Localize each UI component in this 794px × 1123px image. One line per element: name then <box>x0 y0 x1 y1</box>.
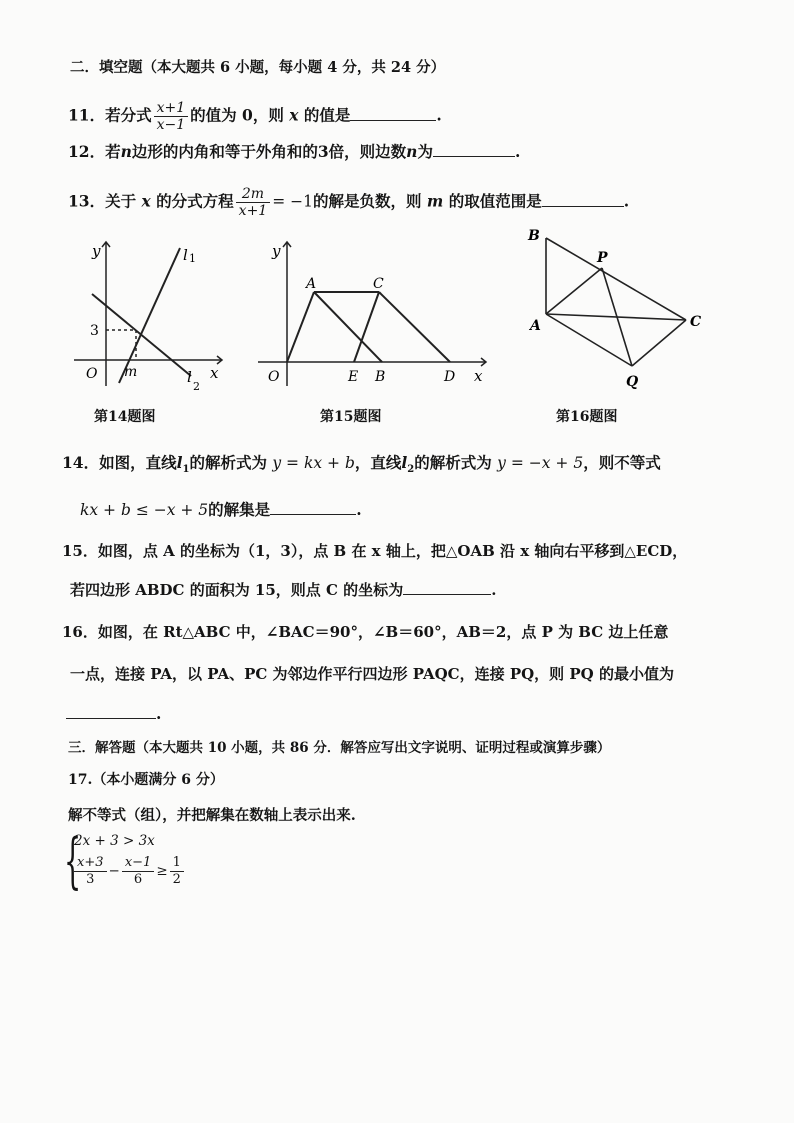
segment-ab <box>314 292 382 362</box>
fraction <box>170 855 184 888</box>
line-l1 <box>119 248 180 383</box>
subscript: 1 <box>182 464 190 476</box>
question-text: 若分式 <box>105 105 152 125</box>
figure-14 <box>70 236 230 396</box>
fraction-denominator: x+1 <box>236 202 271 219</box>
question-text: 边形的内角和等于外角和的3倍，则边数 <box>131 142 407 161</box>
label-a: A <box>306 276 317 292</box>
period: . <box>436 105 442 125</box>
section-2-header: 二．填空题（本大题共 6 小题，每小题 4 分，共 24 分） <box>70 59 446 76</box>
answer-blank[interactable] <box>270 500 356 515</box>
period: . <box>623 191 630 211</box>
question-text: 如图，在 Rt△ABC 中，∠BAC＝90°，∠B＝60°，AB＝2，点 P 为 BC 边上任意 <box>97 623 669 641</box>
label-a: A <box>530 318 541 334</box>
label-o: O <box>86 366 98 382</box>
inequality-2 <box>72 855 186 888</box>
question-text: 的解集是 <box>208 500 271 519</box>
segment-ap <box>546 268 602 314</box>
label-three: 3 <box>90 323 99 339</box>
section-3-header: 三．解答题（本大题共 10 小题，共 86 分．解答应写出文字说明、证明过程或演算步骤） <box>68 740 611 756</box>
segment-bc <box>546 238 686 320</box>
label-c: C <box>690 314 702 330</box>
question-13 <box>68 186 629 219</box>
label-q: Q <box>626 374 639 390</box>
question-14-line-2 <box>80 500 362 520</box>
label-y: y <box>272 242 281 260</box>
expression: y = −x + 5 <box>497 454 584 472</box>
question-text: 如图，点 A 的坐标为（1，3），点 B 在 x 轴上，把△OAB 沿 x 轴向右平移到△ECD， <box>97 542 688 560</box>
label-b: B <box>528 228 540 244</box>
question-text: 的解析式为 <box>414 453 492 472</box>
figure-14-caption: 第14题图 <box>94 409 156 425</box>
variable: m <box>426 191 444 211</box>
period: . <box>491 581 497 599</box>
fraction-denominator: 2 <box>170 871 184 888</box>
question-text: 为 <box>417 142 433 161</box>
label-m: m <box>124 364 138 380</box>
segment-cq <box>632 320 686 366</box>
fraction-numerator: 1 <box>172 855 181 870</box>
minus-sign: − <box>108 863 120 879</box>
question-17-instruction: 解不等式（组），并把解集在数轴上表示出来. <box>68 807 356 824</box>
question-text: 的解析式为 <box>189 453 267 472</box>
question-number: 12． <box>68 142 106 161</box>
variable: x <box>141 191 151 211</box>
question-text: 一点，连接 PA，以 PA、PC 为邻边作平行四边形 PAQC，连接 PQ，则 PQ 的最小值为 <box>70 665 674 683</box>
period: . <box>514 142 521 161</box>
left-brace: { <box>64 826 82 896</box>
variable: l <box>401 453 408 472</box>
question-15-line-2 <box>70 580 496 600</box>
period: . <box>156 704 162 723</box>
answer-blank[interactable] <box>542 192 624 207</box>
question-text: ，直线 <box>354 453 402 472</box>
question-14-line-1 <box>62 453 661 480</box>
subscript: 2 <box>407 464 415 476</box>
line-l2 <box>92 294 191 376</box>
label-x: x <box>210 364 219 382</box>
fraction <box>236 186 271 219</box>
question-text: 若四边形 ABDC 的面积为 15，则点 C 的坐标为 <box>70 581 404 599</box>
label-p: P <box>597 250 608 266</box>
expression: y = kx + b <box>272 454 355 472</box>
segment-cd <box>379 292 450 362</box>
question-12 <box>68 142 520 162</box>
question-16-line-2 <box>70 664 674 684</box>
question-text: 关于 <box>105 191 137 211</box>
question-text: 的值为 0，则 <box>190 105 284 125</box>
question-number: 13． <box>68 191 106 211</box>
question-11 <box>68 100 442 133</box>
expression: kx + b ≤ −x + 5 <box>80 501 209 519</box>
question-16-line-1 <box>62 622 668 642</box>
fraction-denominator: 3 <box>74 871 107 888</box>
label-x: x <box>474 367 483 385</box>
answer-blank[interactable] <box>66 704 156 719</box>
question-number: 11． <box>68 105 106 125</box>
question-text: 如图，直线 <box>99 453 177 472</box>
question-text: 若 <box>105 142 121 161</box>
fraction-numerator: x+3 <box>77 855 104 870</box>
period: . <box>356 500 362 519</box>
question-15-line-1 <box>62 541 687 561</box>
equation-rhs: = −1 <box>272 192 313 211</box>
fraction-numerator: 2m <box>241 186 265 202</box>
fraction-denominator: x−1 <box>154 116 189 133</box>
question-text: ，则不等式 <box>583 453 661 472</box>
question-17-title: 17.（本小题满分 6 分） <box>68 772 224 788</box>
figure-16 <box>522 222 722 398</box>
segment-oa <box>287 292 314 362</box>
fraction <box>74 855 107 888</box>
question-text: 的值是 <box>303 105 351 125</box>
inequality-1: 2x + 3 > 3x <box>74 833 155 849</box>
fraction <box>154 100 189 133</box>
question-text: 的解是负数，则 <box>312 191 422 211</box>
question-number: 16． <box>62 623 98 641</box>
answer-blank[interactable] <box>350 106 436 121</box>
fraction <box>122 855 155 888</box>
label-o: O <box>268 369 280 385</box>
fraction-numerator: x+1 <box>156 100 186 116</box>
label-e: E <box>348 369 359 385</box>
answer-blank[interactable] <box>433 142 515 157</box>
variable: n <box>120 142 132 161</box>
label-l1: l <box>183 246 188 264</box>
label-d: D <box>444 369 456 385</box>
question-number: 14． <box>62 453 100 472</box>
question-number: 15． <box>62 542 98 560</box>
question-text: 的取值范围是 <box>448 191 542 211</box>
question-text: 的分式方程 <box>156 191 234 211</box>
figure-16-caption: 第16题图 <box>556 409 618 425</box>
ge-sign: ≥ <box>156 863 168 879</box>
variable: l <box>176 453 183 472</box>
label-l2-sub: 2 <box>193 380 200 393</box>
label-y: y <box>92 242 101 260</box>
question-16-line-3 <box>66 704 161 724</box>
figure-15-caption: 第15题图 <box>320 409 382 425</box>
segment-ce <box>354 292 379 362</box>
variable: n <box>406 142 418 161</box>
variable: x <box>289 105 299 125</box>
figure-15 <box>254 236 494 396</box>
label-b: B <box>375 369 386 385</box>
label-c: C <box>373 276 384 292</box>
answer-blank[interactable] <box>403 580 491 595</box>
fraction-numerator: x−1 <box>124 855 152 870</box>
label-l2: l <box>187 368 192 386</box>
fraction-denominator: 6 <box>122 871 155 888</box>
label-l1-sub: 1 <box>189 252 196 265</box>
